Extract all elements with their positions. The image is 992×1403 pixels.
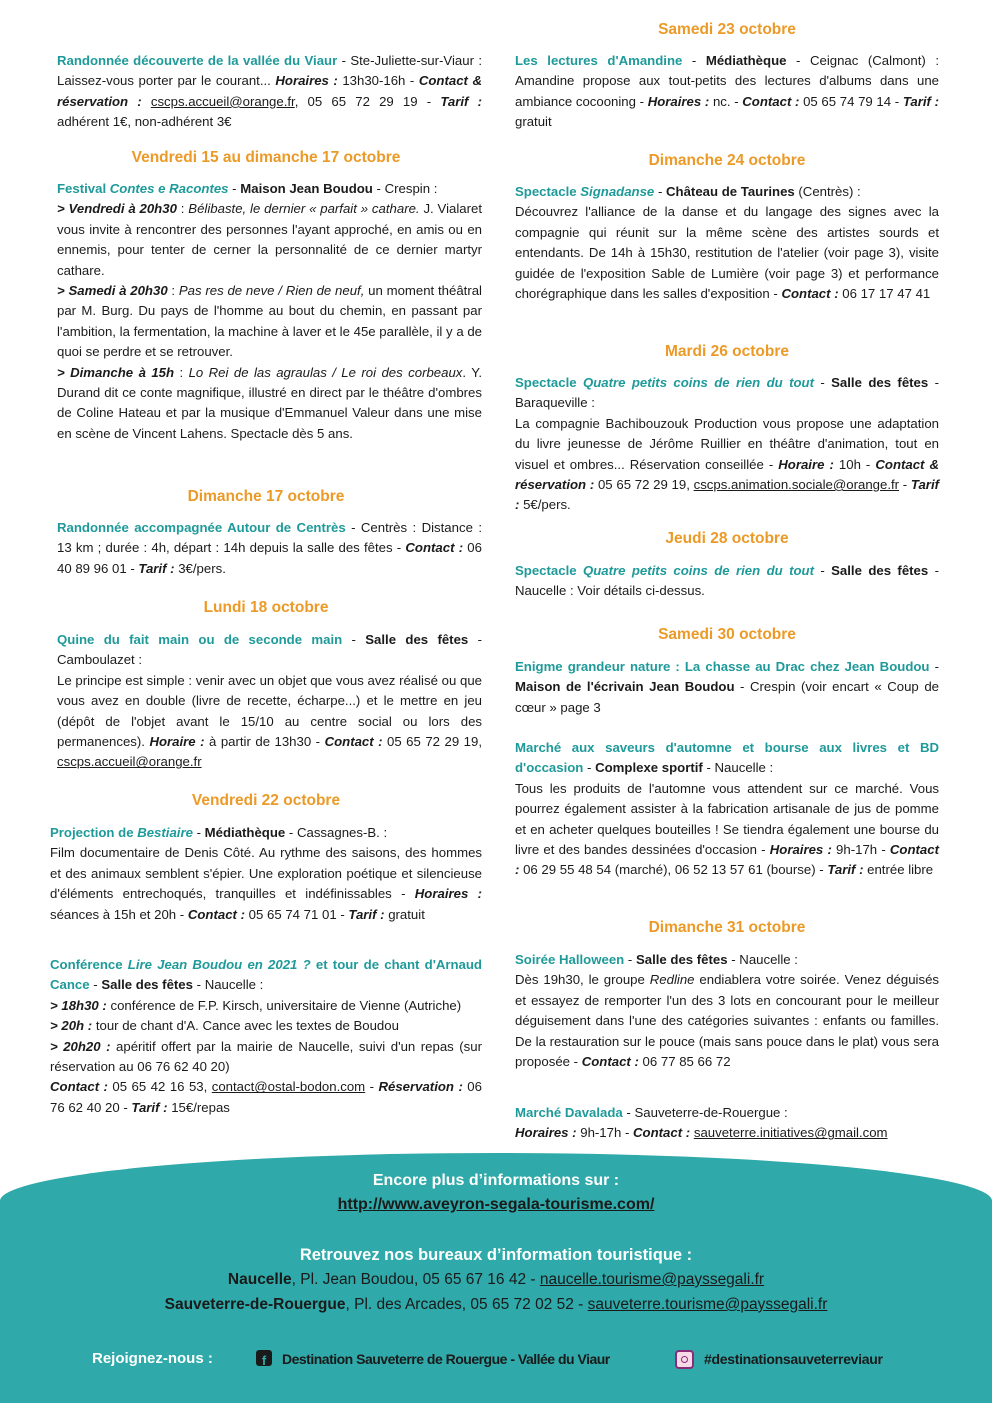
event-town: - Baraqueville :: [515, 375, 939, 411]
price-label: Tarif :: [138, 560, 175, 576]
office-address: , Pl. Jean Boudou, 05 65 67 16 42 -: [291, 1271, 540, 1288]
event-text: - Ste-Juliette-sur-Viaur : Laissez-vous porter par le courant...: [57, 53, 482, 89]
event-title: Spectacle: [515, 184, 581, 199]
event-conference-boudou: [50, 955, 482, 1118]
more-info-label: Encore plus d’informations sur :: [372, 1172, 620, 1189]
offices-heading: Retrouvez nos bureaux d’information touristique :: [299, 1246, 693, 1264]
contact-label: Contact :: [405, 540, 464, 556]
day-heading: Dimanche 24 octobre: [648, 152, 806, 169]
event-text: Dès 19h30, le groupe: [515, 972, 650, 988]
contact-label: Contact & réservation :: [515, 456, 939, 493]
instagram-link[interactable]: #destinationsauveterreviaur: [704, 1351, 883, 1367]
event-title-italic: Bestiaire: [137, 825, 193, 840]
event-quatre-petits-coins: [515, 373, 939, 516]
contact-label: Contact :: [781, 286, 839, 302]
hours-value: 9h-17h -: [576, 1125, 634, 1141]
event-title: Quine du fait main ou de seconde main: [57, 632, 343, 647]
price-value: 3€/pers.: [174, 560, 226, 576]
separator: -: [624, 952, 636, 967]
office-address: , Pl. des Arcades, 05 65 72 02 52 -: [345, 1296, 588, 1313]
hours-value: 10h -: [833, 456, 876, 472]
event-place: Salle des fêtes: [101, 977, 193, 993]
event-text: - Ceignac (Calmont) : Amandine propose aux tout-petits des lectures d'albums dans une ambiance cocooning -: [515, 53, 939, 109]
price-label: Tarif :: [131, 1099, 168, 1115]
event-signadanse: [515, 182, 939, 304]
price-value: gratuit: [515, 114, 552, 130]
session-text: un moment théâtral par M. Burg. Du pays de l'homme au bout du chemin, en passant par l'ambition, la fermentation, la machine à laver et le 45e parallèle, il y a de quoi se perdre et se retrouver.: [57, 283, 482, 360]
email-link[interactable]: sauveterre.initiatives@gmail.com: [693, 1125, 888, 1141]
hours-label: Horaires :: [647, 93, 710, 109]
hours-value: séances à 15h et 20h -: [50, 906, 188, 922]
session-label: > 20h :: [50, 1018, 93, 1034]
day-heading: Jeudi 28 octobre: [665, 530, 789, 547]
session-title: Lo Rei de las agraulas / Le roi des corbeaux: [188, 364, 463, 380]
event-text: La compagnie Bachibouzouk Production vous propose une adaptation du livre jeunesse de Jérôme Ruillier en théâtre d'animation, tout en visuel et ombres... Réservation conseillée -: [515, 415, 939, 472]
event-title-rest: et tour de chant d'Arnaud Cance: [50, 957, 482, 993]
hours-label: Horaires :: [769, 842, 832, 858]
event-place: Salle des fêtes: [635, 952, 728, 967]
hours-label: Horaires :: [414, 886, 482, 902]
price-value: entrée libre: [863, 862, 934, 878]
event-town: - Naucelle :: [727, 952, 798, 967]
event-quine: [57, 630, 482, 773]
event-text: - Centrès : Distance : 13 km ; durée : 4h, départ : 14h depuis la salle des fêtes -: [57, 520, 482, 556]
event-title: Spectacle: [515, 563, 583, 578]
event-festival-contes: [57, 179, 482, 444]
event-title: Soirée Halloween: [515, 952, 625, 967]
separator: :: [167, 283, 179, 299]
hours-value: 13h30-16h -: [337, 73, 419, 89]
event-town: - Naucelle : Voir détails ci-dessus.: [515, 563, 939, 599]
event-place: Château de Taurines: [666, 184, 795, 199]
event-quatre-petits-coins-naucelle: [515, 561, 939, 602]
event-text: endiablera votre soirée. Venez déguisés et essayez de remporter l'un des 3 lots en concourant pour le meilleur déguisement dans l'une des catégories suivantes : enfants ou familles. De la restauration sur le pouce (mais sans pouce dans le plat) vous sera proposée -: [515, 972, 939, 1070]
office-name: Naucelle: [227, 1271, 292, 1288]
price-label: Tarif :: [515, 477, 939, 513]
session-label: > 18h30 :: [50, 997, 107, 1013]
event-town: - Camboulazet :: [57, 632, 482, 668]
hours-value: nc. -: [709, 93, 743, 109]
price-label: Tarif :: [827, 862, 864, 878]
event-marche-saveurs: [515, 738, 939, 881]
event-title: Enigme grandeur nature : La chasse au Drac chez Jean Boudou: [515, 659, 930, 674]
price-label: Tarif :: [440, 93, 482, 109]
separator: -: [192, 825, 205, 840]
separator: -: [813, 375, 832, 390]
event-title: Conférence: [50, 957, 128, 972]
hours-label: Horaire :: [778, 456, 834, 472]
event-soiree-halloween: [515, 950, 939, 1072]
event-place: Maison Jean Boudou: [240, 181, 373, 196]
event-place: Médiathèque: [204, 825, 286, 840]
event-projection-bestiaire: [50, 823, 482, 925]
session-title: Pas res de neve / Rien de neuf,: [178, 283, 365, 299]
email-link[interactable]: cscps.accueil@orange.fr: [57, 754, 202, 770]
separator: -: [228, 181, 241, 196]
contact-label: Contact :: [50, 1079, 108, 1095]
office-email-link[interactable]: naucelle.tourisme@payssegali.fr: [539, 1271, 765, 1288]
contact-label: Contact :: [633, 1125, 691, 1141]
contact-value: 06 40 89 96 01 -: [57, 540, 482, 576]
event-title: Spectacle: [515, 375, 583, 390]
event-place: Salle des fêtes: [831, 563, 929, 578]
day-heading: Vendredi 22 octobre: [191, 792, 341, 809]
event-text: Film documentaire de Denis Côté. Au rythme des saisons, des hommes et des animaux semblent s'épier. Une exploration poétique et silencieuse d'éléments entrechoqués, tranquilles et indéfinissables -: [50, 845, 482, 902]
separator: -: [365, 1079, 379, 1095]
event-text: Découvrez l'alliance de la danse et du langage des signes avec la compagnie qui réunit sur la même scène des artistes sourds et entendants. De 14h à 15h30, restitution de l'atelier (voir page 3), visite guidée de l'exposition Sable de Lumière (voir page 3) et performance chorégraphique dans les salles d'exposition -: [515, 204, 939, 302]
session-label: > Vendredi à 20h30: [57, 201, 177, 217]
price-label: Tarif :: [902, 93, 939, 109]
session-text: apéritif offert par la mairie de Naucelle, suivi d'un repas (sur réservation au 06 76 62 40 20): [50, 1038, 482, 1075]
day-heading: Samedi 23 octobre: [658, 21, 796, 38]
event-title: Projection de: [50, 825, 138, 840]
event-title-italic: Contes e Racontes: [109, 181, 229, 196]
email-link[interactable]: contact@ostal-bodon.com: [211, 1079, 366, 1095]
contact-label: Contact :: [187, 906, 245, 922]
contact-label: Contact :: [324, 734, 383, 750]
separator: -: [899, 477, 911, 493]
session-label: > Samedi à 20h30: [57, 283, 168, 299]
separator: :: [176, 201, 189, 217]
session-title: Bélibaste, le dernier « parfait » cathare.: [188, 201, 420, 217]
reservation-label: Réservation :: [378, 1079, 463, 1095]
office-name: Sauveterre-de-Rouergue: [164, 1296, 346, 1313]
event-text: Tous les produits de l'automne vous attendent sur ce marché. Vous pourrez également assister à la fabrication artisanale de jus de pomme et en acheter quelques bouteilles ! Se tiendra également une bourse du livre et des bandes dessinées d'occasion -: [515, 780, 939, 858]
contact-label: Contact :: [581, 1054, 639, 1070]
hours-value: à partir de 13h30 -: [204, 734, 325, 750]
hours-value: 9h-17h -: [831, 842, 890, 858]
separator: -: [654, 184, 667, 199]
contact-value: 05 65 72 29 19,: [382, 734, 482, 750]
contact-value: 05 65 74 71 01 -: [245, 906, 349, 922]
price-value: 15€/repas: [167, 1099, 230, 1115]
event-marche-davalada: [515, 1103, 939, 1144]
day-heading: Lundi 18 octobre: [203, 599, 329, 616]
event-title-italic: Signadanse: [580, 184, 655, 199]
event-place: Maison de l'écrivain Jean Boudou: [515, 679, 735, 695]
event-title: Marché Davalada: [515, 1105, 623, 1120]
event-town: (Centrès) :: [794, 184, 861, 199]
hours-label: Horaires :: [275, 73, 338, 89]
separator: -: [342, 632, 366, 647]
contact-phone: , 05 65 72 29 19 -: [294, 93, 441, 109]
event-place: Médiathèque: [705, 53, 787, 68]
session-text: conférence de F.P. Kirsch, universitaire de Vienne (Autriche): [106, 997, 462, 1013]
office-email-link[interactable]: sauveterre.tourisme@payssegali.fr: [587, 1296, 828, 1313]
event-place: Salle des fêtes: [365, 632, 469, 647]
price-value: 5€/pers.: [519, 497, 571, 513]
event-town: - Naucelle :: [702, 760, 774, 776]
day-heading: Dimanche 31 octobre: [648, 919, 806, 936]
event-title: Les lectures d'Amandine: [515, 53, 683, 68]
session-text: J. Vialaret vous invite à rencontrer des personnes l'ayant approché, en amis ou en ennemis, pour tenter de cerner la personnalité de ce dernier martyr cathare.: [57, 201, 483, 278]
event-town: - Cassagnes-B. :: [285, 825, 388, 840]
social-row: Rejoignez-nous : f Destination Sauveterre de Rouergue - Vallée du Viaur #destinationsauveterreviaur: [92, 1350, 883, 1368]
event-town: - Crespin :: [372, 181, 438, 196]
event-lectures-amandine: [515, 51, 939, 133]
contact-value: 05 65 42 16 53,: [107, 1079, 212, 1095]
event-randonnee-centres: [57, 518, 482, 579]
separator: -: [583, 760, 596, 776]
contact-value: 05 65 72 29 19,: [594, 477, 694, 493]
event-place: Salle des fêtes: [831, 375, 929, 390]
session-label: > 20h20 :: [50, 1038, 111, 1054]
separator: -: [682, 53, 706, 68]
office-naucelle: [0, 1270, 992, 1290]
event-title-italic: Quatre petits coins de rien du tout: [582, 375, 814, 390]
event-text: Le principe est simple : venir avec un objet que vous avez réalisé ou que vous avez en double (livre de recette, écharpe...) et le mettre en jeu (dépôt de l'objet avant le 15/10 au centre social ou lors des permanences).: [57, 672, 482, 750]
price-label: Tarif :: [348, 906, 385, 922]
join-label: Rejoignez-nous :: [92, 1350, 213, 1367]
event-town: - Sauveterre-de-Rouergue :: [622, 1105, 788, 1120]
event-title: Randonnée découverte de la vallée du Viaur: [57, 53, 338, 68]
separator: -: [929, 659, 939, 674]
email-link[interactable]: cscps.animation.sociale@orange.fr: [693, 477, 900, 493]
day-heading: Vendredi 15 au dimanche 17 octobre: [131, 149, 401, 166]
hours-label: Horaire :: [149, 734, 205, 750]
separator: -: [813, 563, 832, 578]
contact-label: Contact & réservation :: [57, 73, 482, 109]
session-text: . Y. Durand dit ce conte magnifique, illustré en direct par le théâtre d'ombres de Coline Hateau et par la musique d'Emmanuel Valeur dans une mise en scène de Vincent Lahens. Spectacle dès 5 ans.: [57, 364, 483, 441]
day-heading: Dimanche 17 octobre: [187, 488, 345, 505]
separator: -: [89, 977, 102, 993]
contact-value: 05 65 74 79 14 -: [799, 93, 903, 109]
contact-value: 06 29 55 48 54 (marché), 06 52 13 57 61 (bourse) -: [519, 862, 828, 878]
hours-label: Horaires :: [515, 1125, 577, 1141]
price-value: gratuit: [384, 906, 425, 922]
event-place: Complexe sportif: [595, 760, 703, 776]
email-link[interactable]: cscps.accueil@orange.fr: [150, 93, 295, 109]
website-link[interactable]: http://www.aveyron-segala-tourisme.com/: [337, 1196, 655, 1213]
event-title-italic: Lire Jean Boudou en 2021 ?: [127, 957, 311, 972]
reservation-value: 06 76 62 40 20 -: [50, 1079, 482, 1115]
day-heading: Samedi 30 octobre: [658, 626, 796, 643]
event-town: - Naucelle :: [192, 977, 264, 993]
footer-banner: [0, 1153, 992, 1403]
day-heading: Mardi 26 octobre: [664, 343, 790, 360]
session-text: tour de chant d'A. Cance avec les textes de Boudou: [92, 1018, 399, 1034]
office-sauveterre: [0, 1295, 992, 1315]
price-value: adhérent 1€, non-adhérent 3€: [57, 114, 232, 130]
contact-label: Contact :: [515, 842, 939, 878]
facebook-link[interactable]: Destination Sauveterre de Rouergue - Vallée du Viaur: [282, 1351, 610, 1367]
event-randonnee-viaur: [57, 51, 482, 133]
event-town: - Crespin (voir encart « Coup de cœur » page 3: [515, 679, 939, 715]
contact-value: 06 77 85 66 72: [638, 1054, 731, 1070]
separator: :: [174, 364, 189, 380]
event-enigme-drac: [515, 657, 939, 718]
contact-value: 06 17 17 47 41: [838, 286, 931, 302]
session-label: > Dimanche à 15h: [57, 364, 175, 380]
event-title: Festival: [57, 181, 110, 196]
event-title: Marché aux saveurs d'automne et bourse aux livres et BD d'occasion: [515, 740, 939, 776]
event-title: Randonnée accompagnée Autour de Centrès: [57, 520, 346, 535]
contact-label: Contact :: [742, 93, 800, 109]
event-title-italic: Quatre petits coins de rien du tout: [582, 563, 814, 578]
band-name: Redline: [649, 972, 695, 988]
